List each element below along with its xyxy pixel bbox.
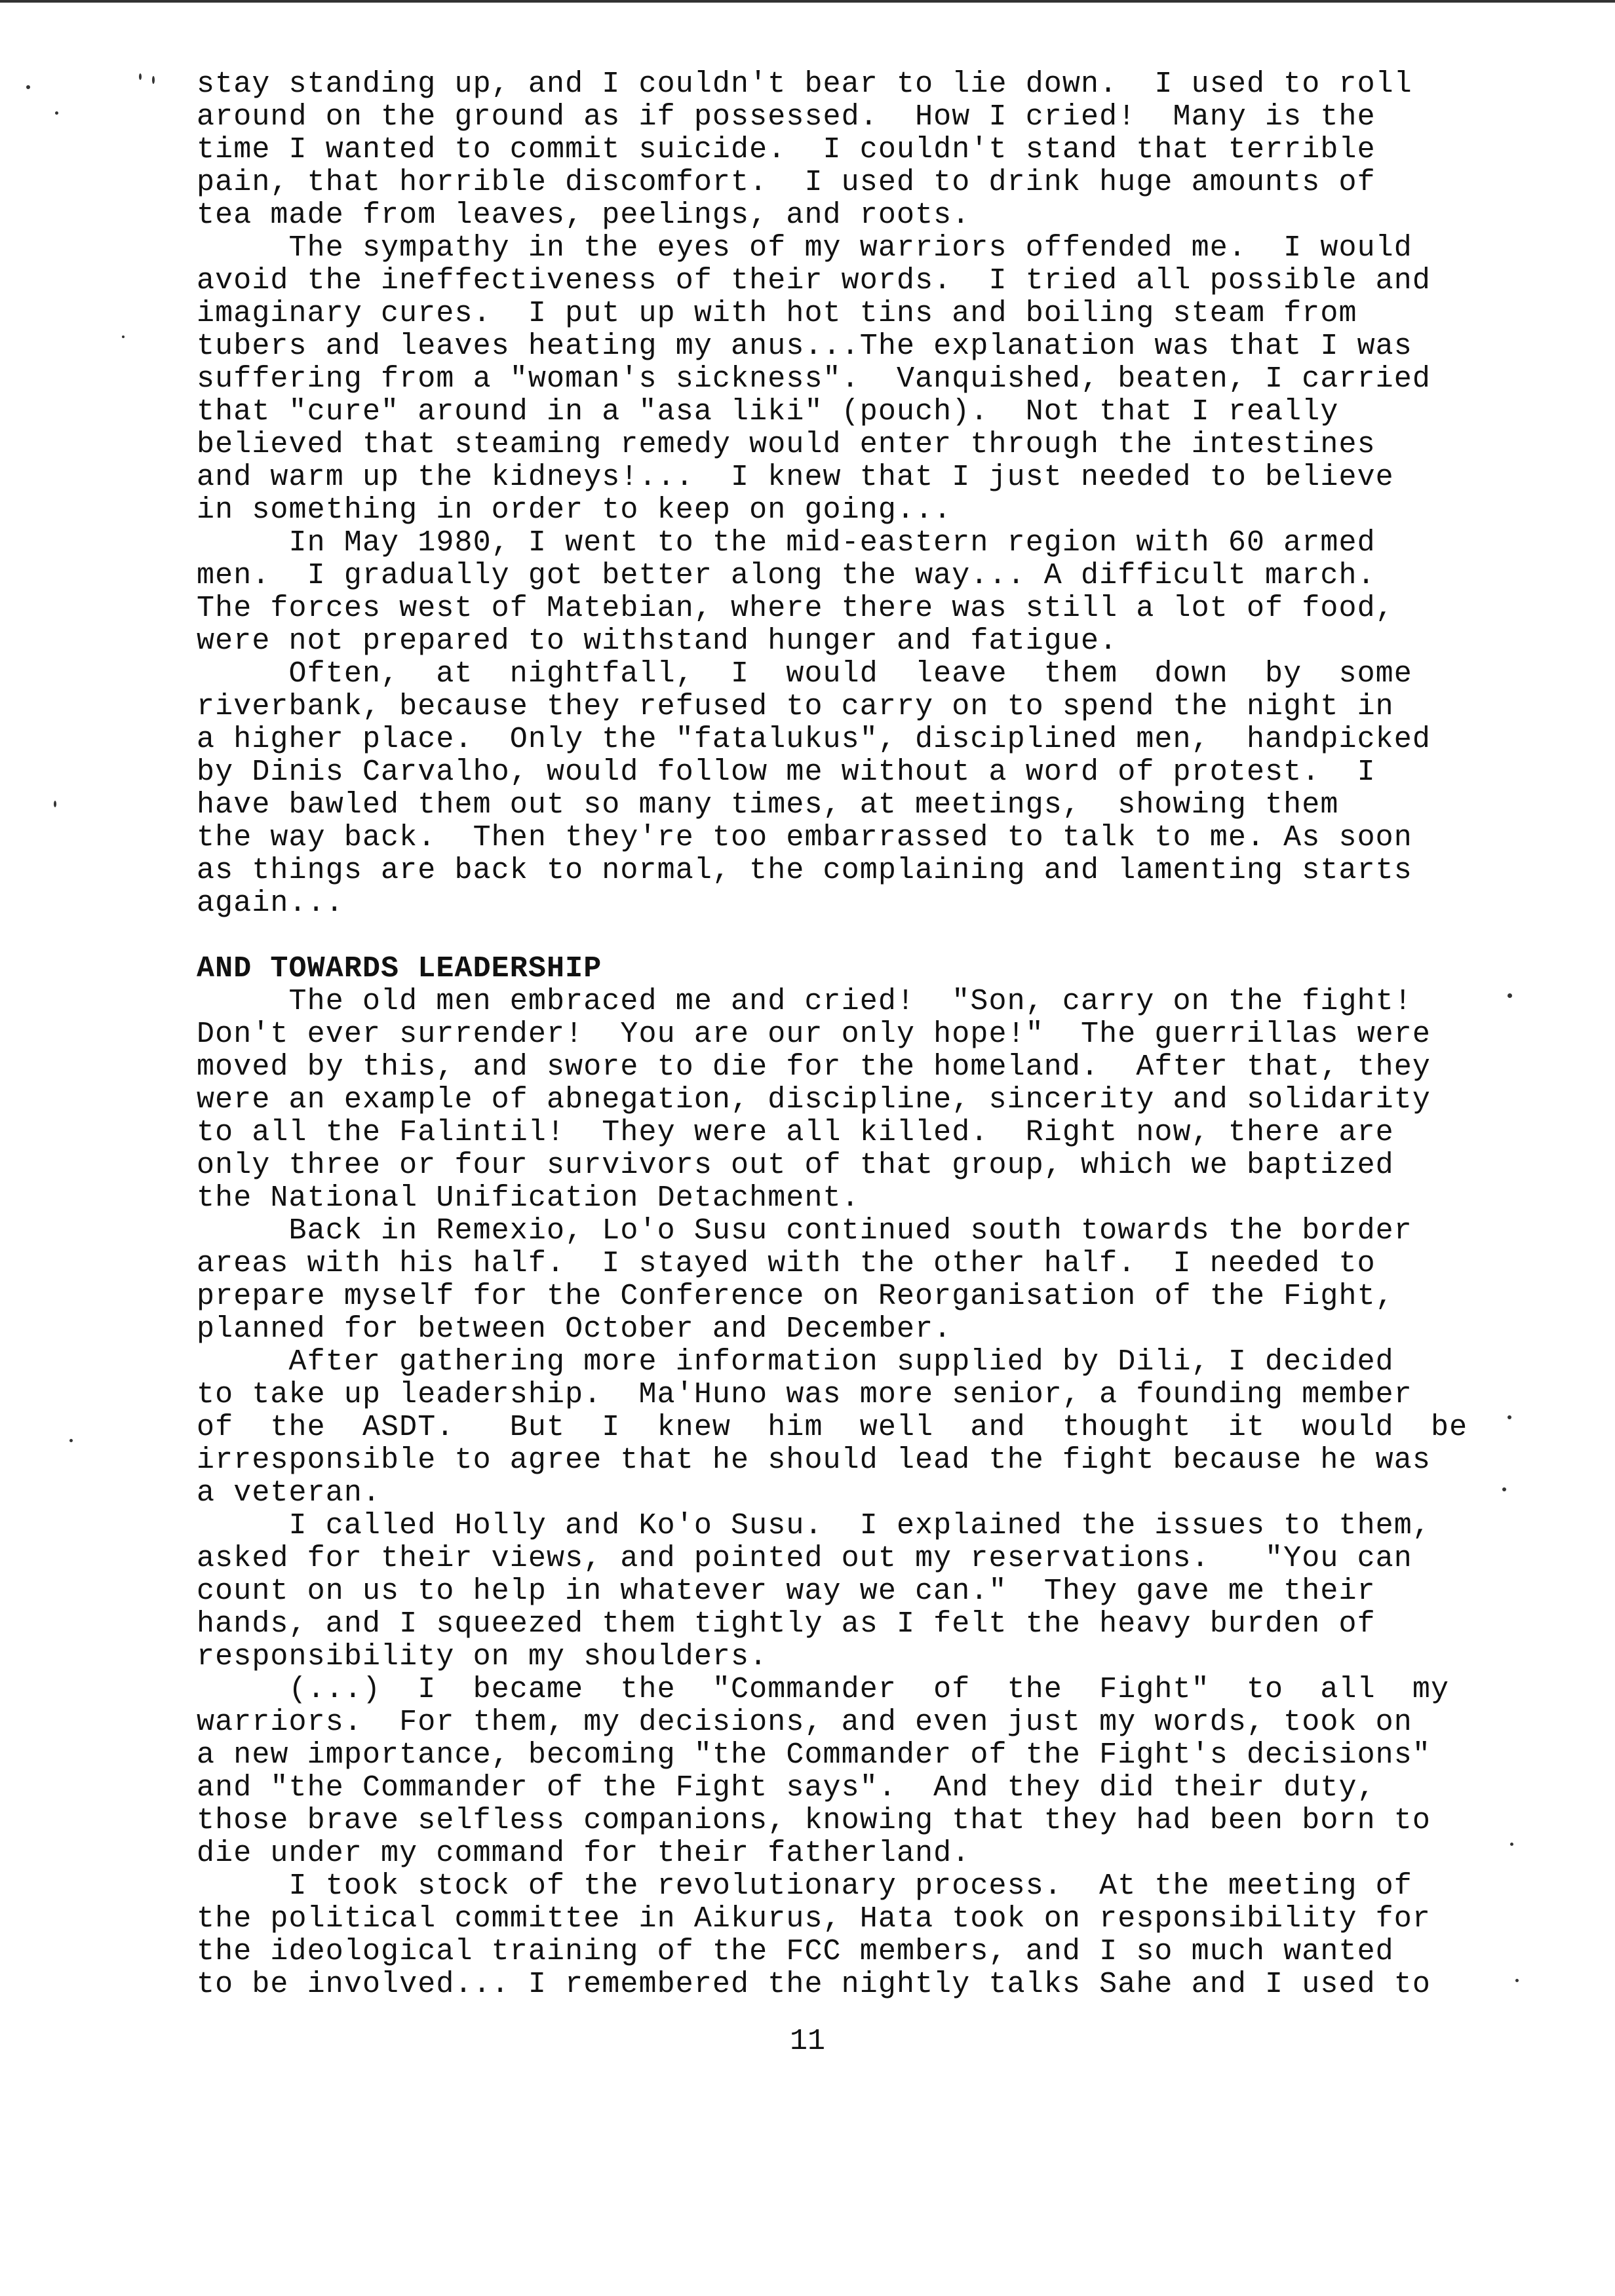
scan-speck: [1508, 993, 1512, 998]
text-line: time I wanted to commit suicide. I couldn't stand that terrible: [197, 134, 1376, 166]
text-line: warriors. For them, my decisions, and even just my words, took on: [197, 1706, 1412, 1739]
text-line: In May 1980, I went to the mid-eastern region with 60 armed: [197, 527, 1376, 560]
scan-speck: [55, 111, 58, 115]
scan-speck: [69, 1439, 73, 1442]
text-line: the ideological training of the FCC members, and I so much wanted: [197, 1936, 1394, 1968]
text-line: The forces west of Matebian, where there was still a lot of food,: [197, 592, 1394, 625]
text-line: to be involved... I remembered the nightly talks Sahe and I used to: [197, 1968, 1431, 2001]
text-line: (...) I became the "Commander of the Fight" to all my: [197, 1674, 1450, 1706]
text-line: the way back. Then they're too embarrassed to talk to me. As soon: [197, 822, 1412, 854]
text-line: were not prepared to withstand hunger and fatigue.: [197, 625, 1118, 658]
scan-speck: [54, 801, 56, 807]
scan-speck: [26, 85, 30, 89]
text-line: were an example of abnegation, discipline, sincerity and solidarity: [197, 1084, 1431, 1117]
text-line: believed that steaming remedy would enter through the intestines: [197, 429, 1376, 461]
paragraph-8: [197, 1510, 1494, 1674]
text-line: tubers and leaves heating my anus...The explanation was that I was: [197, 330, 1412, 363]
text-line: and warm up the kidneys!... I knew that I just needed to believe: [197, 461, 1394, 494]
text-line: The old men embraced me and cried! "Son, carry on the fight!: [197, 985, 1412, 1018]
page-number: 11: [789, 2025, 825, 2058]
text-line: Don't ever surrender! You are our only hope!" The guerrillas were: [197, 1018, 1431, 1051]
text-line: have bawled them out so many times, at meetings, showing them: [197, 789, 1339, 822]
text-line: irresponsible to agree that he should lead the fight because he was: [197, 1444, 1431, 1477]
text-line: prepare myself for the Conference on Reorganisation of the Fight,: [197, 1280, 1394, 1313]
text-line: riverbank, because they refused to carry on to spend the night in: [197, 691, 1394, 723]
text-line: suffering from a "woman's sickness". Vanquished, beaten, I carried: [197, 363, 1431, 396]
paragraph-5: [197, 985, 1494, 1215]
text-line: that "cure" around in a "asa liki" (pouch). Not that I really: [197, 396, 1339, 429]
paragraph-2: [197, 232, 1494, 527]
scan-speck: [1515, 1979, 1519, 1982]
section-heading: AND TOWARDS LEADERSHIP: [197, 953, 602, 985]
paragraph-1: [197, 68, 1494, 232]
scan-speck: [1508, 1415, 1511, 1419]
paragraph-4: [197, 658, 1494, 920]
scan-speck: [139, 73, 142, 80]
text-line: I took stock of the revolutionary process. At the meeting of: [197, 1870, 1412, 1903]
text-line: to take up leadership. Ma'Huno was more senior, a founding member: [197, 1379, 1412, 1411]
text-line: The sympathy in the eyes of my warriors offended me. I would: [197, 232, 1412, 265]
scan-speck: [1502, 1487, 1506, 1491]
paragraph-3: [197, 527, 1494, 658]
text-line: a veteran.: [197, 1477, 381, 1510]
body-text: [197, 68, 1494, 2001]
text-line: a higher place. Only the "fatalukus", disciplined men, handpicked: [197, 723, 1431, 756]
scan-speck: [152, 76, 155, 84]
text-line: asked for their views, and pointed out my reservations. "You can: [197, 1542, 1412, 1575]
paragraph-6: [197, 1215, 1494, 1346]
section-spacer: [197, 920, 1494, 953]
text-line: I called Holly and Ko'o Susu. I explained the issues to them,: [197, 1510, 1431, 1542]
text-line: and "the Commander of the Fight says". And they did their duty,: [197, 1772, 1376, 1805]
text-line: areas with his half. I stayed with the other half. I needed to: [197, 1248, 1376, 1280]
text-line: around on the ground as if possessed. How I cried! Many is the: [197, 101, 1376, 134]
paragraph-9: [197, 1674, 1494, 1870]
scan-speck: [122, 335, 125, 338]
text-line: stay standing up, and I couldn't bear to lie down. I used to roll: [197, 68, 1412, 101]
text-line: planned for between October and December.: [197, 1313, 952, 1346]
paragraph-10: [197, 1870, 1494, 2001]
text-line: to all the Falintil! They were all killed. Right now, there are: [197, 1117, 1394, 1149]
text-line: by Dinis Carvalho, would follow me without a word of protest. I: [197, 756, 1376, 789]
text-line: only three or four survivors out of that group, which we baptized: [197, 1149, 1394, 1182]
text-line: responsibility on my shoulders.: [197, 1641, 768, 1674]
text-line: Back in Remexio, Lo'o Susu continued south towards the border: [197, 1215, 1412, 1248]
scan-top-edge: [0, 0, 1615, 3]
scan-speck: [1510, 1843, 1513, 1846]
text-line: the National Unification Detachment.: [197, 1182, 860, 1215]
text-line: in something in order to keep on going...: [197, 494, 952, 527]
text-line: again...: [197, 887, 344, 920]
text-line: men. I gradually got better along the way... A difficult march.: [197, 560, 1376, 592]
text-line: Often, at nightfall, I would leave them down by some: [197, 658, 1412, 691]
text-line: die under my command for their fatherland.: [197, 1837, 971, 1870]
text-line: those brave selfless companions, knowing that they had been born to: [197, 1805, 1431, 1837]
text-line: moved by this, and swore to die for the homeland. After that, they: [197, 1051, 1431, 1084]
text-line: hands, and I squeezed them tightly as I felt the heavy burden of: [197, 1608, 1376, 1641]
paragraph-7: [197, 1346, 1494, 1510]
text-line: After gathering more information supplied by Dili, I decided: [197, 1346, 1394, 1379]
text-line: of the ASDT. But I knew him well and thought it would be: [197, 1411, 1468, 1444]
text-line: count on us to help in whatever way we can." They gave me their: [197, 1575, 1376, 1608]
text-line: the political committee in Aikurus, Hata took on responsibility for: [197, 1903, 1431, 1936]
text-line: avoid the ineffectiveness of their words. I tried all possible and: [197, 265, 1431, 297]
text-line: pain, that horrible discomfort. I used to drink huge amounts of: [197, 166, 1376, 199]
text-line: tea made from leaves, peelings, and roots.: [197, 199, 971, 232]
text-line: as things are back to normal, the complaining and lamenting starts: [197, 854, 1412, 887]
text-line: a new importance, becoming "the Commander of the Fight's decisions": [197, 1739, 1431, 1772]
text-line: imaginary cures. I put up with hot tins and boiling steam from: [197, 297, 1357, 330]
